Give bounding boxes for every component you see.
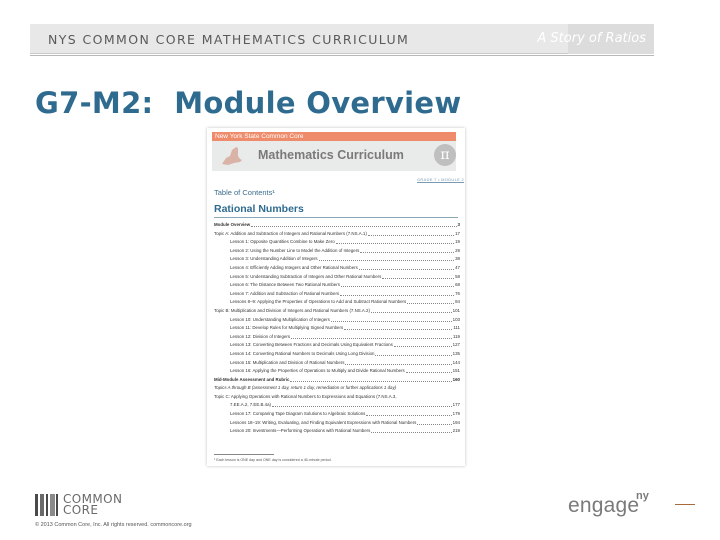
- toc-row: [214, 307, 460, 316]
- toc-row-page: 101: [452, 307, 460, 313]
- toc-row: [214, 324, 460, 333]
- toc-row-leader: [341, 281, 454, 287]
- toc-row-label: Lesson 5: Understanding Subtraction of Integers and Other Rational Numbers: [230, 273, 382, 279]
- toc-row-page: 76: [455, 290, 460, 296]
- toc-row-page: 119: [453, 333, 460, 339]
- toc-row-leader: [344, 324, 452, 330]
- toc-row-leader: [331, 316, 452, 322]
- toc-row-leader: [417, 419, 451, 425]
- toc-row-leader: [371, 307, 452, 313]
- toc-row-label: Topic B: Multiplication and Division of Integers and Rational Numbers (7.NS.A.2): [214, 307, 370, 313]
- toc-row-leader: [290, 376, 451, 382]
- toc-row-label: Lesson 13: Converting Between Fractions and Decimals Using Equivalent Fractions: [230, 342, 393, 348]
- toc-row-page: 29: [455, 247, 460, 253]
- toc-row: [214, 264, 460, 273]
- toc-row-leader: [345, 359, 451, 365]
- toc-row-label: Lesson 1: Opposite Quantities Combine to Make Zero: [230, 239, 335, 245]
- toc-row-page: 111: [453, 325, 460, 331]
- doc-banner-title: Mathematics Curriculum: [258, 148, 404, 162]
- toc-row-label: Lesson 11: Develop Rules for Multiplying Signed Numbers: [230, 325, 344, 331]
- toc-row: [214, 273, 460, 282]
- toc-row-page: 47: [455, 264, 460, 270]
- toc-row-label: Lesson 2: Using the Number Line to Model the Addition of Integers: [230, 247, 360, 253]
- toc-row-page: 179: [452, 411, 460, 417]
- toc-row-page: 151: [452, 368, 460, 374]
- toc-row-label: Mid-Module Assessment and Rubric: [214, 376, 290, 382]
- toc-row: [214, 247, 460, 256]
- curriculum-label: NYS COMMON CORE MATHEMATICS CURRICULUM: [48, 32, 410, 47]
- toc-row: [214, 359, 460, 368]
- toc-row-label: Lesson 14: Converting Rational Numbers to Decimals Using Long Division: [230, 350, 375, 356]
- toc-row: [214, 290, 460, 299]
- engageny-logo-text: engage: [568, 494, 640, 517]
- toc-row-page: 38: [455, 256, 460, 262]
- toc-row-page: 160: [452, 376, 460, 382]
- toc-row-page: 135: [452, 350, 460, 356]
- toc-row-leader: [406, 367, 452, 373]
- toc-row-page: 84: [455, 299, 460, 305]
- toc-row: [214, 376, 460, 385]
- header-bar: [30, 24, 654, 54]
- toc-row-leader: [375, 350, 451, 356]
- toc-row-label: Lesson 20: Investments—Performing Operations with Rational Numbers: [230, 428, 371, 434]
- doc-banner: [212, 141, 456, 171]
- toc-row-leader: [394, 341, 452, 347]
- common-core-bars-icon: [35, 494, 59, 516]
- slide-title: G7-M2: Module Overview: [35, 86, 462, 120]
- toc-row: [214, 419, 460, 428]
- toc-row-leader: [371, 427, 451, 433]
- toc-row: [214, 281, 460, 290]
- header-divider: [30, 55, 654, 56]
- toc-row-page: 103: [452, 316, 460, 322]
- story-label: A Story of Ratios: [537, 31, 646, 46]
- toc-row-label: Topic A: Addition and Subtraction of Integers and Rational Numbers (7.NS.A.1): [214, 230, 367, 236]
- logo-line-1: COMMON: [63, 492, 123, 506]
- engageny-logo-superscript: ny: [636, 490, 649, 502]
- toc-row-label: Lesson 12: Division of Integers: [230, 333, 291, 339]
- common-core-wordmark: [63, 494, 122, 516]
- story-label-box: [537, 24, 654, 54]
- toc-row-page: 17: [455, 230, 460, 236]
- toc-row-page: 19: [455, 239, 460, 245]
- toc-row-leader: [336, 238, 454, 244]
- toc-row: [214, 221, 460, 230]
- toc-row-leader: [359, 264, 454, 270]
- toc-row-page: 68: [455, 282, 460, 288]
- logo-line-2: CORE: [63, 503, 99, 517]
- toc-row-leader: [366, 410, 451, 416]
- toc-row: [214, 230, 460, 239]
- toc-row-page: 194: [452, 419, 460, 425]
- toc-row-page: 177: [452, 402, 460, 408]
- toc-row-label: Topics A through B (assessment 1 day, return 1 day, remediation or further applications 1 day): [214, 385, 397, 391]
- toc-row-label: Topic C: Applying Operations with Rational Numbers to Expressions and Equations (7.NS.A.3,: [214, 393, 397, 399]
- toc-row-label: Lesson 15: Multiplication and Division of Rational Numbers: [230, 359, 345, 365]
- toc-row: [214, 384, 460, 393]
- toc-row-leader: [251, 221, 456, 227]
- toc-row: [214, 255, 460, 264]
- toc-row-label: Lesson 17: Comparing Tape Diagram Solutions to Algebraic Solutions: [230, 411, 366, 417]
- toc-row: [214, 410, 460, 419]
- toc-row: [214, 298, 460, 307]
- engageny-accent-line: [675, 504, 695, 505]
- toc-row-label: Lesson 16: Applying the Properties of Operations to Multiply and Divide Rational Numbers: [230, 368, 405, 374]
- toc-row: [214, 367, 460, 376]
- doc-footnote: ¹ Each lesson is ONE day and ONE day is considered a 45-minute period.: [214, 458, 332, 462]
- toc-row-page: 127: [452, 342, 460, 348]
- toc-row: [214, 393, 460, 402]
- toc-row-leader: [272, 401, 452, 407]
- doc-heading: Rational Numbers: [214, 203, 304, 215]
- toc-row: [214, 427, 460, 436]
- toc-row-label: Lessons 18–19: Writing, Evaluating, and Finding Equivalent Expressions with Rational Numbers: [230, 419, 417, 425]
- toc-row-label: Lesson 7: Addition and Subtraction of Rational Numbers: [230, 290, 340, 296]
- toc-row-label: Module Overview: [214, 222, 251, 227]
- toc-row-leader: [368, 230, 454, 236]
- toc-row-label: Lesson 4: Efficiently Adding Integers and Other Rational Numbers: [230, 264, 358, 270]
- toc-row-leader: [382, 273, 454, 279]
- common-core-logo: [35, 494, 125, 518]
- doc-heading-rule: [214, 217, 458, 218]
- toc-row-page: 219: [452, 428, 460, 434]
- toc-row-page: 3: [457, 222, 460, 227]
- copyright-notice: © 2013 Common Core, Inc. All rights reserved. commoncore.org: [35, 522, 192, 528]
- toc-row: [214, 401, 460, 410]
- toc-row-leader: [407, 298, 454, 304]
- toc-row-label: Lessons 8–9: Applying the Properties of Operations to Add and Subtract Rational Numbers: [230, 299, 407, 305]
- toc-row: [214, 238, 460, 247]
- toc-row: [214, 350, 460, 359]
- pi-icon: π: [434, 144, 456, 166]
- doc-footnote-rule: [214, 454, 274, 455]
- toc-row-page: 144: [452, 359, 460, 365]
- doc-toc-label: Table of Contents¹: [214, 188, 275, 197]
- doc-state-banner: New York State Common Core: [212, 132, 456, 141]
- ny-state-icon: [220, 144, 244, 168]
- toc-row-label: Lesson 6: The Distance Between Two Rational Numbers: [230, 282, 340, 288]
- toc-row: [214, 341, 460, 350]
- toc-row: [214, 333, 460, 342]
- toc-row-label: Lesson 3: Understanding Addition of Integers: [230, 256, 318, 262]
- toc-row-label: 7.EE.A.2, 7.EE.B.4a): [230, 402, 272, 408]
- doc-grade-label: GRADE 7 • MODULE 2: [417, 177, 465, 182]
- toc-row-leader: [319, 255, 454, 261]
- toc-list: [214, 221, 460, 436]
- toc-row-page: 58: [455, 273, 460, 279]
- module-document-thumbnail: [207, 128, 465, 466]
- toc-row-leader: [360, 247, 454, 253]
- toc-row: [214, 316, 460, 325]
- toc-row-leader: [291, 333, 452, 339]
- toc-row-label: Lesson 10: Understanding Multiplication of Integers: [230, 316, 330, 322]
- toc-row-leader: [340, 290, 454, 296]
